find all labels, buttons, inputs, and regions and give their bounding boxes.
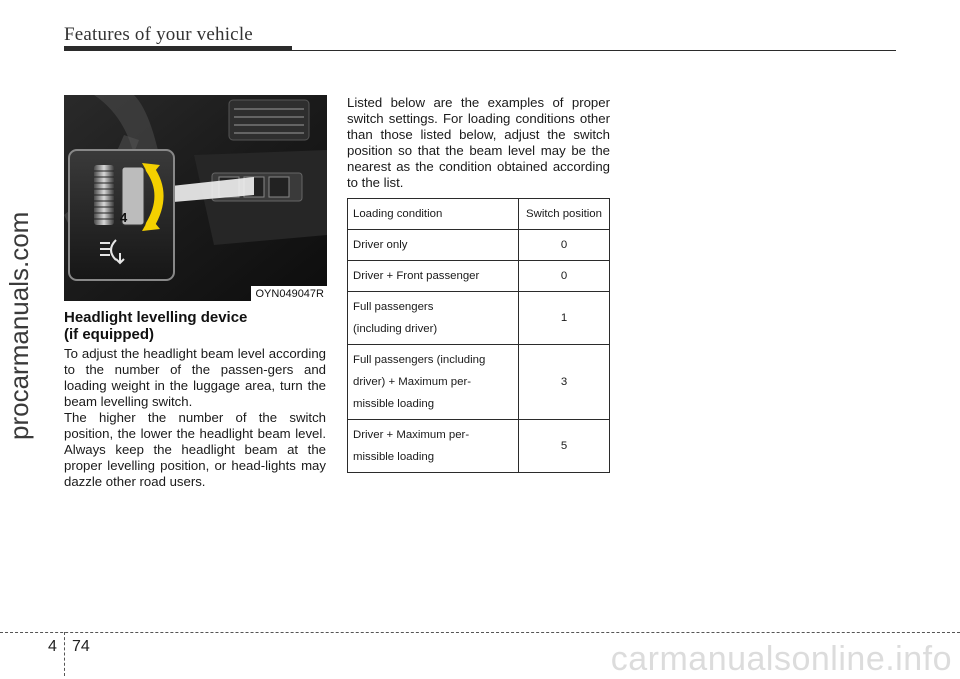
- page-number: 74: [72, 638, 90, 655]
- condition-line: Driver + Front passenger: [353, 270, 480, 282]
- body-paragraph-intro: Listed below are the examples of proper switch settings. For loading conditions other than those listed below, adjust the switch position so that the beam level may be the nearest as the condition obtained according to the list.: [347, 95, 610, 190]
- switch-position-cell: 0: [519, 261, 610, 292]
- loading-condition-cell: [348, 420, 519, 473]
- condition-line: Full passengers (including: [353, 354, 486, 366]
- switch-position-cell: 0: [519, 230, 610, 261]
- condition-line: Full passengers: [353, 301, 434, 313]
- table-header-row: [348, 199, 610, 230]
- switch-position-table: [347, 198, 610, 473]
- table-row: [348, 261, 610, 292]
- body-paragraph-adjust: To adjust the headlight beam level according to the number of the passen-gers and loading weight in the luggage area, turn the beam levelling switch.: [64, 346, 326, 409]
- switch-position-cell: 3: [519, 345, 610, 420]
- side-watermark: procarmanuals.com: [4, 211, 34, 440]
- header-rule-thin: [292, 50, 896, 51]
- condition-line: missible loading: [353, 451, 435, 463]
- body-paragraph-higher: The higher the number of the switch position, the lower the headlight beam level. Always keep the headlight beam at the proper levelling position, or head-lights may dazzle other road users.: [64, 410, 326, 489]
- condition-line: driver) + Maximum per-: [353, 376, 472, 388]
- condition-line: Driver + Maximum per-: [353, 429, 470, 441]
- switch-position-cell: 5: [519, 420, 610, 473]
- page-header-title: Features of your vehicle: [64, 24, 253, 45]
- figure-code-label: OYN049047R: [251, 286, 328, 301]
- table-row: [348, 230, 610, 261]
- loading-condition-cell: [348, 345, 519, 420]
- section-title-line1: Headlight levelling device: [64, 309, 248, 326]
- section-title: [64, 309, 326, 343]
- section-title-line2: (if equipped): [64, 326, 154, 343]
- table-row: [348, 345, 610, 420]
- footer-rule: [0, 632, 960, 633]
- table-row: [348, 420, 610, 473]
- loading-condition-cell: [348, 230, 519, 261]
- headlight-switch-figure: [64, 95, 327, 301]
- chapter-number: 4: [48, 638, 57, 655]
- switch-position-cell: 1: [519, 292, 610, 345]
- dial-number: 4: [120, 210, 128, 225]
- table-row: [348, 292, 610, 345]
- condition-line: missible loading: [353, 398, 435, 410]
- bottom-watermark: carmanualsonline.info: [610, 640, 952, 678]
- header-rule-thick: [64, 46, 292, 51]
- condition-line: Driver only: [353, 239, 408, 251]
- condition-line: (including driver): [353, 323, 438, 335]
- footer-divider: [64, 632, 65, 676]
- loading-condition-cell: [348, 292, 519, 345]
- loading-condition-cell: [348, 261, 519, 292]
- header-loading-condition: Loading condition: [348, 199, 519, 230]
- dashboard-illustration: [64, 95, 327, 301]
- header-switch-position: Switch position: [519, 199, 610, 230]
